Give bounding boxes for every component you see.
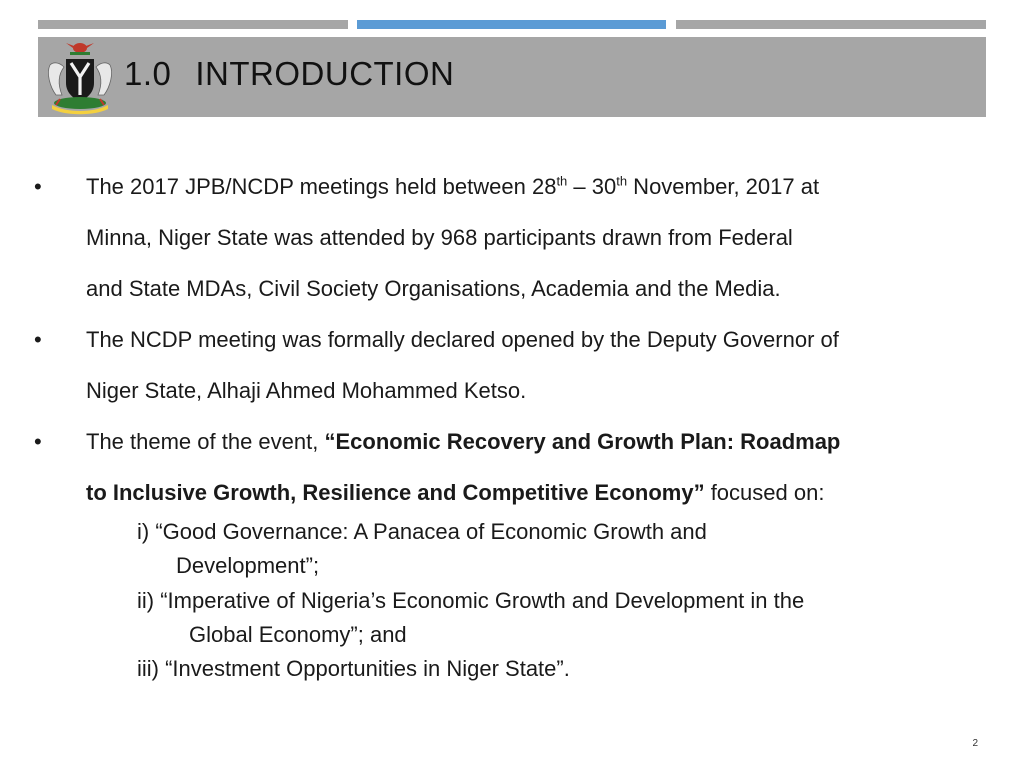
- bullet-1-line-1: [86, 174, 819, 200]
- focus-item-iii-line-1: iii) “Investment Opportunities in Niger State”.: [137, 656, 570, 681]
- title-text: INTRODUCTION: [195, 55, 455, 92]
- focus-item-i-line-2: Development”;: [176, 553, 320, 578]
- bullet-marker: •: [34, 327, 42, 352]
- focus-item-ii-line-1: ii) “Imperative of Nigeria’s Economic Growth and Development in the: [137, 588, 805, 613]
- text-segment: The 2017 JPB/NCDP meetings held between 28: [86, 174, 557, 199]
- bullet-3-line-2: [86, 480, 824, 506]
- text-segment: – 30: [567, 174, 617, 199]
- theme-bold-text: to Inclusive Growth, Resilience and Competitive Economy”: [86, 480, 705, 505]
- text-segment: focused on:: [704, 480, 825, 505]
- bullet-1-line-2: Minna, Niger State was attended by 968 participants drawn from Federal: [86, 225, 793, 250]
- text-segment: The theme of the event,: [86, 429, 325, 454]
- bullet-marker: •: [34, 429, 42, 454]
- bullet-1-line-3: and State MDAs, Civil Society Organisations, Academia and the Media.: [86, 276, 781, 301]
- theme-bold-text: “Economic Recovery and Growth Plan: Roadmap: [324, 429, 841, 454]
- page-number: 2: [972, 738, 978, 749]
- bullet-2-line-1: The NCDP meeting was formally declared opened by the Deputy Governor of: [86, 327, 839, 352]
- bullet-2-line-2: Niger State, Alhaji Ahmed Mohammed Ketso.: [86, 378, 527, 403]
- text-segment: November, 2017 at: [627, 174, 820, 199]
- bullet-marker: •: [34, 174, 42, 199]
- bullet-3-line-1: [86, 429, 840, 455]
- superscript: th: [556, 173, 568, 189]
- superscript: th: [616, 173, 628, 189]
- focus-item-i-line-1: i) “Good Governance: A Panacea of Economic Growth and: [137, 519, 707, 544]
- focus-item-ii-line-2: Global Economy”; and: [189, 622, 407, 647]
- section-number: 1.0: [124, 55, 172, 92]
